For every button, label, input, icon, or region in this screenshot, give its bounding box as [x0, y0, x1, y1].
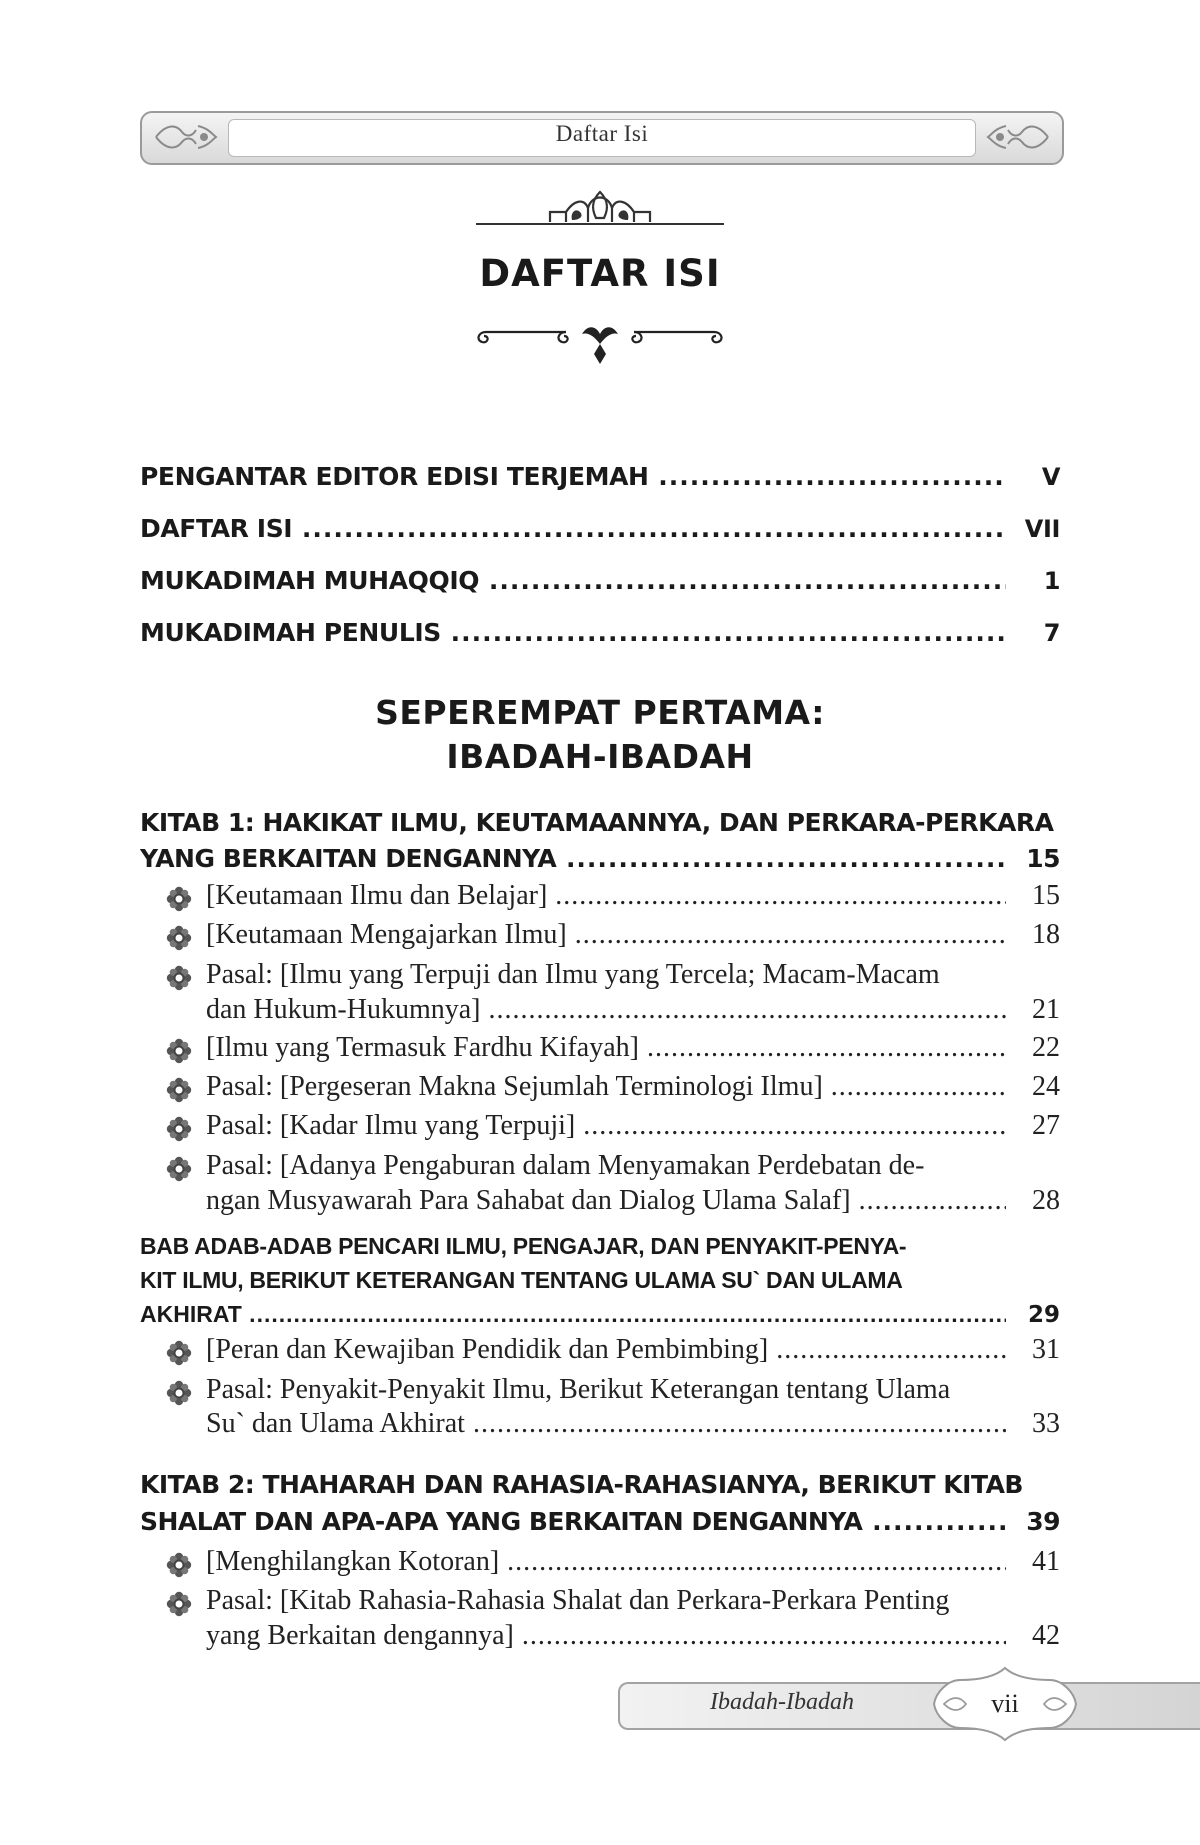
flower-bullet-icon: [166, 1552, 192, 1578]
toc-entry-page: 33: [1032, 1408, 1060, 1439]
bab-heading-line2: KIT ILMU, BERIKUT KETERANGAN TENTANG ULAMA SU` DAN ULAMA: [140, 1267, 903, 1293]
footer-title: Ibadah-Ibadah: [710, 1689, 854, 1715]
toc-subentry[interactable]: [206, 1110, 1060, 1142]
kitab2-heading[interactable]: [140, 1507, 1060, 1536]
bab-heading[interactable]: [140, 1301, 1060, 1328]
toc-entry-title: Su` dan Ulama Akhirat .....: [206, 1408, 1006, 1440]
toc-entry-title: PENGANTAR EDITOR EDISI TERJEMAH .....: [140, 462, 1006, 491]
header-title: Daftar Isi: [555, 121, 649, 146]
toc-subentry[interactable]: [206, 1071, 1060, 1103]
toc-entry-page: 24: [1032, 1071, 1060, 1102]
toc-entry[interactable]: [140, 566, 1060, 595]
bab-heading-line1: BAB ADAB-ADAB PENCARI ILMU, PENGAJAR, DAN PENYAKIT-PENYA-: [140, 1233, 907, 1259]
title-bottom-ornament-icon: [470, 318, 730, 366]
toc-entry-page: 27: [1032, 1110, 1060, 1141]
toc-entry-title: [Menghilangkan Kotoran] .....: [206, 1546, 1006, 1578]
toc-subentry-line1: Pasal: Penyakit-Penyakit Ilmu, Berikut Keterangan tentang Ulama: [206, 1374, 951, 1405]
toc-entry-title: MUKADIMAH MUHAQQIQ .....: [140, 566, 1006, 595]
toc-subentry[interactable]: [206, 1334, 1060, 1366]
toc-subentry-line1: Pasal: [Kitab Rahasia-Rahasia Shalat dan Perkara-Perkara Penting: [206, 1585, 950, 1616]
flower-bullet-icon: [166, 1116, 192, 1142]
toc-entry-page: 1: [1043, 567, 1060, 595]
header-ornament-icon: [984, 120, 1052, 154]
toc-subentry[interactable]: [206, 919, 1060, 951]
flower-bullet-icon: [166, 1380, 192, 1406]
toc-entry-title: [Ilmu yang Termasuk Fardhu Kifayah] .....: [206, 1032, 1006, 1064]
toc-entry[interactable]: [140, 514, 1060, 543]
toc-subentry-line1: Pasal: [Ilmu yang Terpuji dan Ilmu yang Tercela; Macam-Macam: [206, 959, 940, 990]
toc-entry-title: dan Hukum-Hukumnya] .....: [206, 994, 1006, 1026]
kitab2-heading-line1: KITAB 2: THAHARAH DAN RAHASIA-RAHASIANYA, BERIKUT KITAB: [140, 1470, 1023, 1499]
toc-entry-page: 42: [1032, 1620, 1060, 1651]
flower-bullet-icon: [166, 965, 192, 991]
toc-entry-title: SHALAT DAN APA-APA YANG BERKAITAN DENGANNYA .....: [140, 1507, 1006, 1536]
toc-entry-page: 29: [1027, 1302, 1060, 1328]
toc-entry-title: Pasal: [Kadar Ilmu yang Terpuji] .....: [206, 1110, 1006, 1142]
toc-entry-page: 21: [1032, 994, 1060, 1025]
toc-subentry-line1: Pasal: [Adanya Pengaburan dalam Menyamakan Perdebatan de-: [206, 1150, 925, 1181]
flower-bullet-icon: [166, 886, 192, 912]
toc-entry[interactable]: [140, 462, 1060, 491]
toc-entry-page: 41: [1032, 1546, 1060, 1577]
toc-subentry[interactable]: [206, 1546, 1060, 1578]
kitab1-heading-line1: KITAB 1: HAKIKAT ILMU, KEUTAMAANNYA, DAN PERKARA-PERKARA: [140, 808, 1054, 837]
toc-subentry[interactable]: [206, 1032, 1060, 1064]
toc-entry-page: 15: [1026, 844, 1060, 873]
page-number: vii: [991, 1689, 1019, 1718]
toc-entry-page: 7: [1043, 619, 1060, 647]
toc-entry-title: yang Berkaitan dengannya] .....: [206, 1620, 1006, 1652]
toc-subentry[interactable]: [206, 1620, 1060, 1652]
toc-entry-title: MUKADIMAH PENULIS .....: [140, 618, 1006, 647]
running-header: [140, 111, 1064, 165]
flower-bullet-icon: [166, 1340, 192, 1366]
toc-entry-page: 31: [1032, 1334, 1060, 1365]
flower-bullet-icon: [166, 925, 192, 951]
toc-entry-page: 22: [1032, 1032, 1060, 1063]
page-title: DAFTAR ISI: [479, 252, 721, 295]
toc-entry-page: 18: [1032, 919, 1060, 950]
toc-subentry[interactable]: [206, 1185, 1060, 1217]
toc-subentry[interactable]: [206, 880, 1060, 912]
toc-entry-page: 15: [1032, 880, 1060, 911]
flower-bullet-icon: [166, 1077, 192, 1103]
flower-bullet-icon: [166, 1156, 192, 1182]
toc-entry[interactable]: [140, 618, 1060, 647]
toc-entry-title: [Keutamaan Mengajarkan Ilmu] .....: [206, 919, 1006, 951]
toc-entry-title: Pasal: [Pergeseran Makna Sejumlah Terminologi Ilmu] .....: [206, 1071, 1006, 1103]
toc-entry-page: 39: [1026, 1507, 1060, 1536]
toc-entry-title: AKHIRAT .....: [140, 1301, 1006, 1328]
toc-subentry[interactable]: [206, 1408, 1060, 1440]
section-heading-line2: IBADAH-IBADAH: [446, 737, 754, 776]
toc-entry-page: 28: [1032, 1185, 1060, 1216]
toc-subentry[interactable]: [206, 994, 1060, 1026]
toc-entry-title: YANG BERKAITAN DENGANNYA .....: [140, 844, 1006, 873]
toc-entry-title: ngan Musyawarah Para Sahabat dan Dialog Ulama Salaf] .....: [206, 1185, 1006, 1217]
toc-entry-page: V: [1041, 463, 1060, 491]
toc-entry-title: [Peran dan Kewajiban Pendidik dan Pembimbing] .....: [206, 1334, 1006, 1366]
toc-entry-title: [Keutamaan Ilmu dan Belajar] .....: [206, 880, 1006, 912]
title-top-ornament-icon: [470, 188, 730, 228]
section-heading-line1: SEPEREMPAT PERTAMA:: [375, 693, 825, 732]
running-footer: [618, 1682, 1200, 1730]
kitab1-heading[interactable]: [140, 844, 1060, 873]
flower-bullet-icon: [166, 1038, 192, 1064]
flower-bullet-icon: [166, 1591, 192, 1617]
toc-entry-page: VII: [1024, 515, 1060, 543]
toc-entry-title: DAFTAR ISI .....: [140, 514, 1006, 543]
